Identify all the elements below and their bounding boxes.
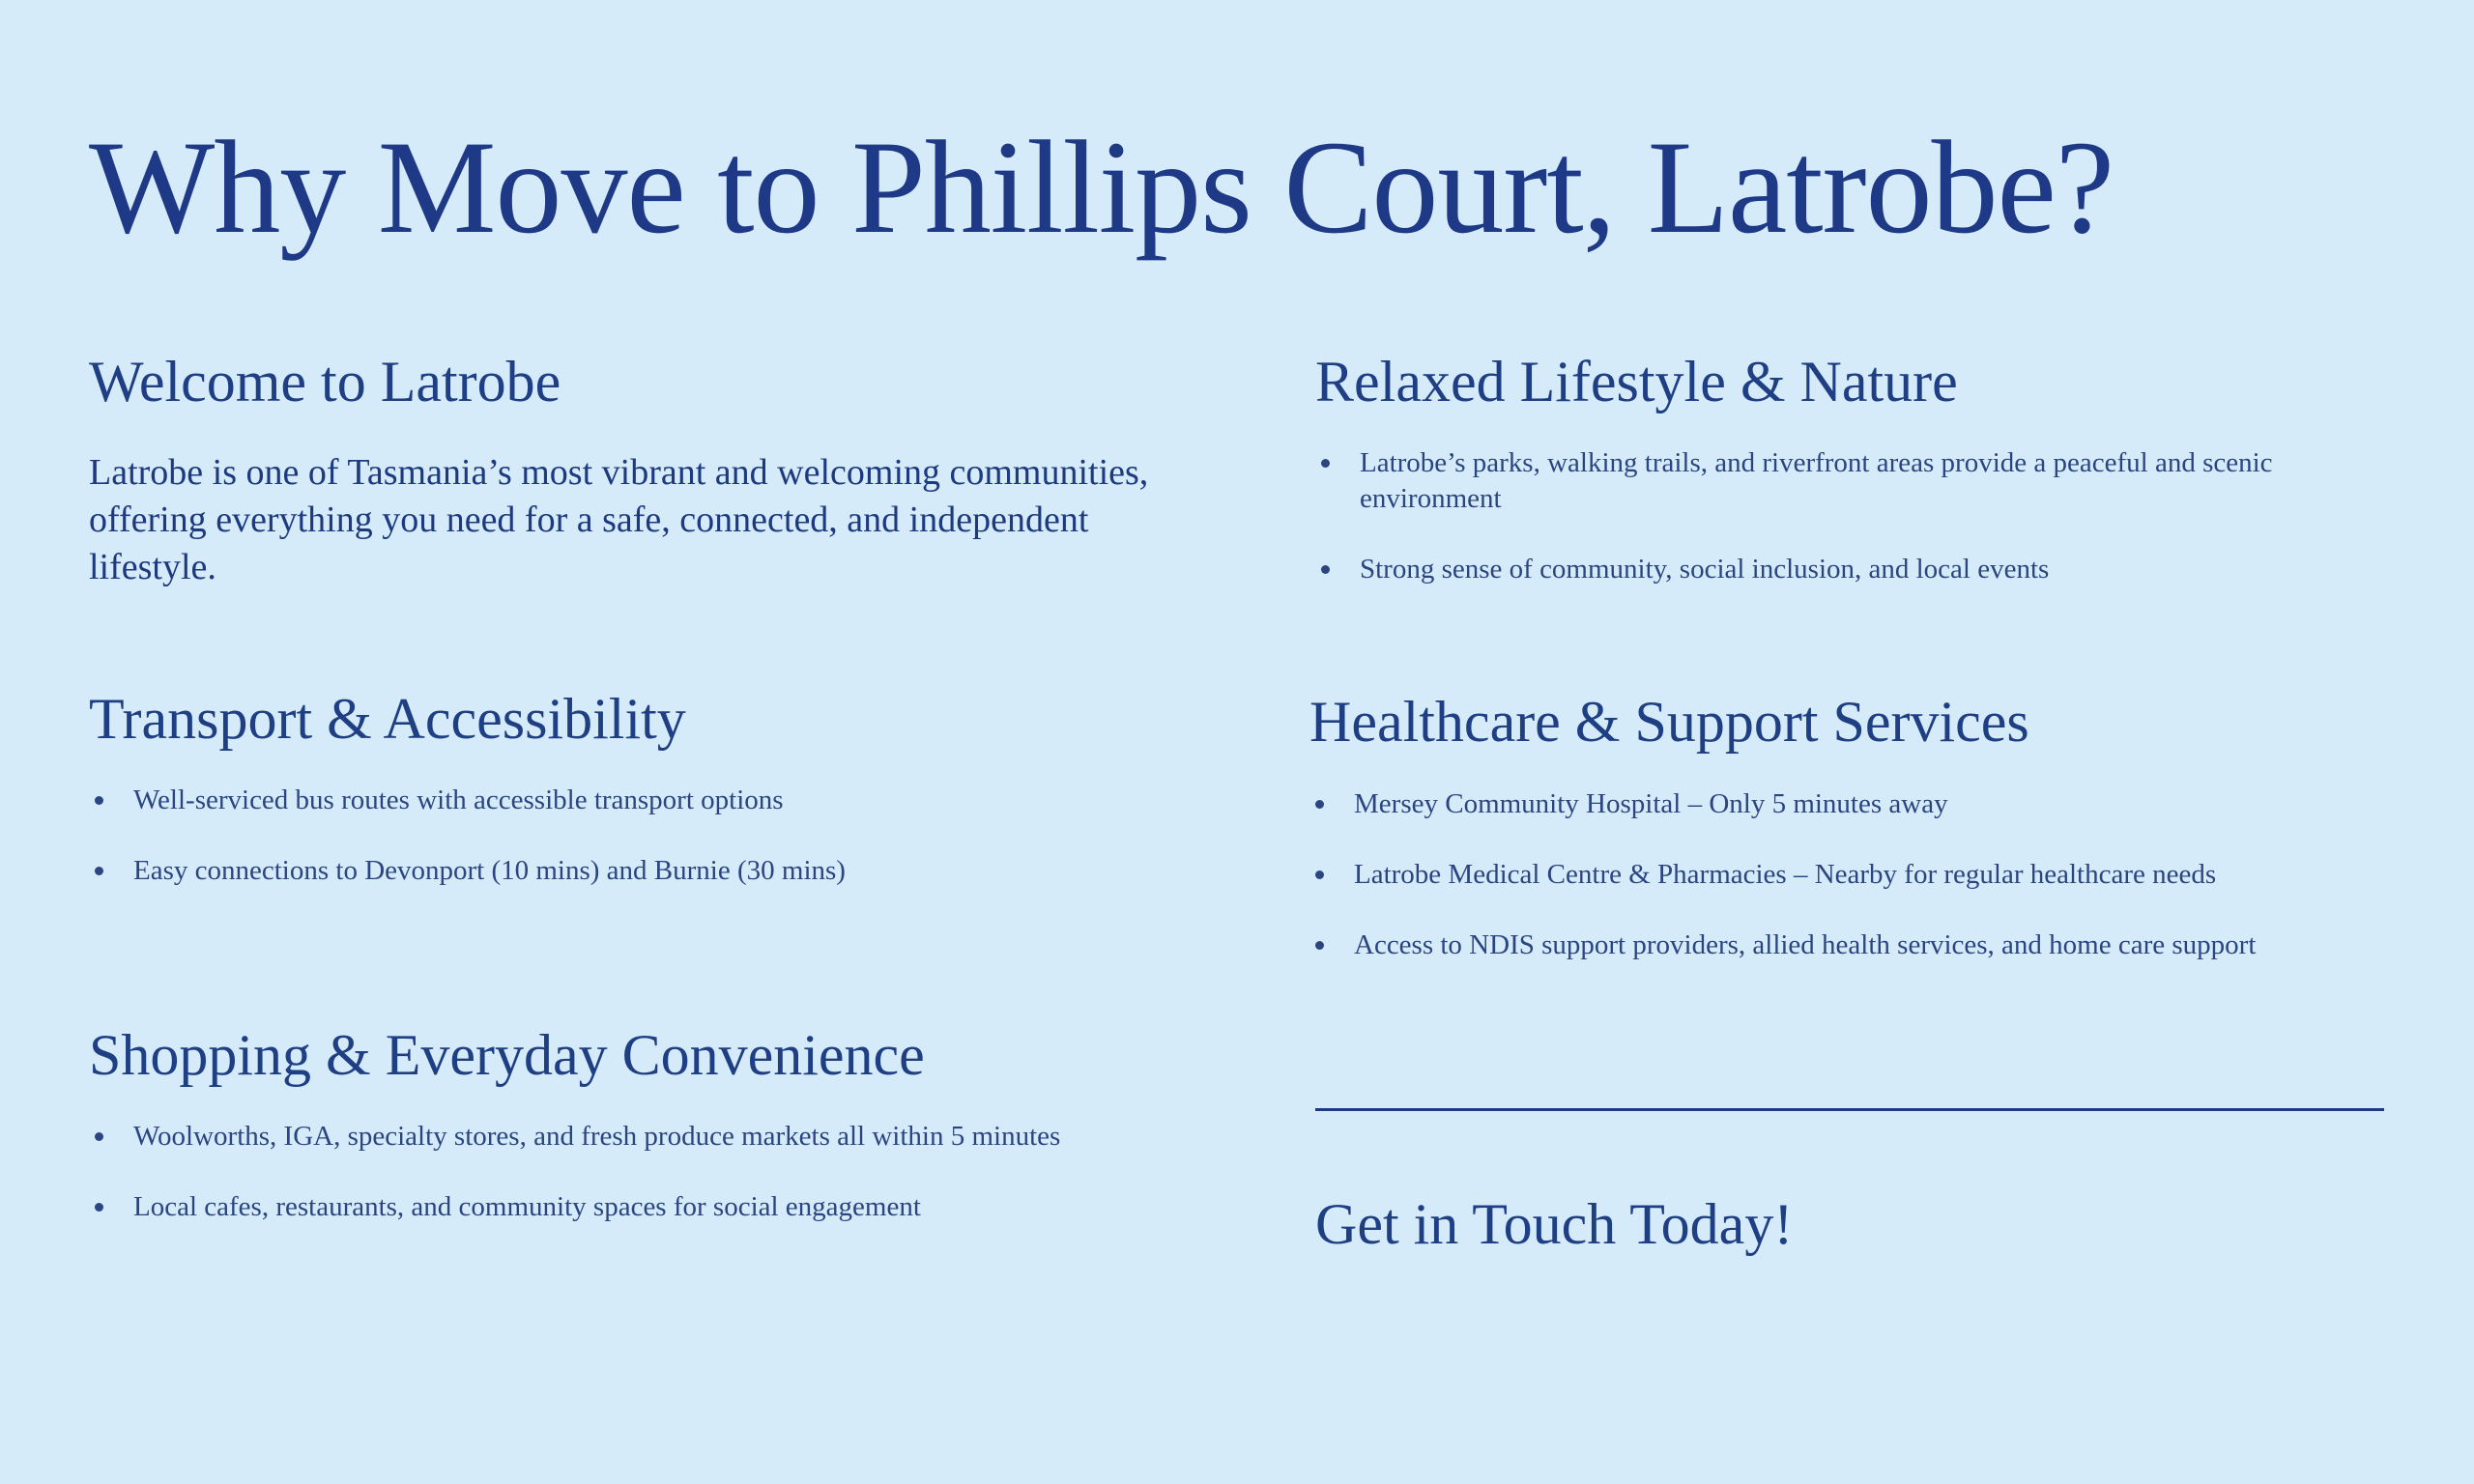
transport-heading: Transport & Accessibility <box>89 687 686 751</box>
list-item <box>89 853 1152 889</box>
list-item-text: Latrobe’s parks, walking trails, and riverfront areas provide a peaceful and scenic environment <box>1360 447 2273 514</box>
list-item <box>89 783 1152 818</box>
list-item <box>89 1119 1113 1155</box>
healthcare-list <box>1309 786 2382 998</box>
bullet-icon <box>95 1132 103 1141</box>
shopping-heading: Shopping & Everyday Convenience <box>89 1023 925 1087</box>
list-item-text: Local cafes, restaurants, and community spaces for social engagement <box>133 1191 921 1222</box>
list-item-text: Strong sense of community, social inclusion, and local events <box>1360 554 2050 585</box>
page-title: Why Move to Phillips Court, Latrobe? <box>89 113 2114 261</box>
list-item-text: Latrobe Medical Centre & Pharmacies – Nearby for regular healthcare needs <box>1354 859 2217 890</box>
welcome-text: Latrobe is one of Tasmania’s most vibrant and welcoming communities, offering everything you need for a safe, connected, and independent lifestyle. <box>89 452 1149 587</box>
list-item-text: Well-serviced bus routes with accessible transport options <box>133 785 784 815</box>
list-item <box>89 1189 1113 1225</box>
bullet-icon <box>1321 459 1330 468</box>
section-divider <box>1315 1108 2384 1111</box>
healthcare-heading: Healthcare & Support Services <box>1309 690 2029 754</box>
transport-list <box>89 783 1152 924</box>
list-item-text: Easy connections to Devonport (10 mins) and Burnie (30 mins) <box>133 855 846 886</box>
list-item <box>1309 786 2382 822</box>
list-item <box>1315 445 2384 517</box>
bullet-icon <box>95 1203 103 1212</box>
bullet-icon <box>95 796 103 805</box>
welcome-heading: Welcome to Latrobe <box>89 350 561 414</box>
list-item <box>1309 857 2382 893</box>
shopping-list <box>89 1119 1113 1260</box>
list-item-text: Mersey Community Hospital – Only 5 minutes away <box>1354 788 1948 819</box>
bullet-icon <box>1315 941 1324 950</box>
bullet-icon <box>1315 870 1324 879</box>
lifestyle-heading: Relaxed Lifestyle & Nature <box>1315 350 1958 414</box>
lifestyle-list <box>1315 445 2384 622</box>
bullet-icon <box>95 867 103 875</box>
list-item <box>1309 928 2382 963</box>
contact-heading: Get in Touch Today! <box>1315 1192 1794 1256</box>
bullet-icon <box>1315 800 1324 809</box>
list-item-text: Access to NDIS support providers, allied health services, and home care support <box>1354 929 2257 960</box>
list-item <box>1315 552 2384 587</box>
list-item-text: Woolworths, IGA, specialty stores, and fresh produce markets all within 5 minutes <box>133 1121 1061 1152</box>
bullet-icon <box>1321 565 1330 574</box>
